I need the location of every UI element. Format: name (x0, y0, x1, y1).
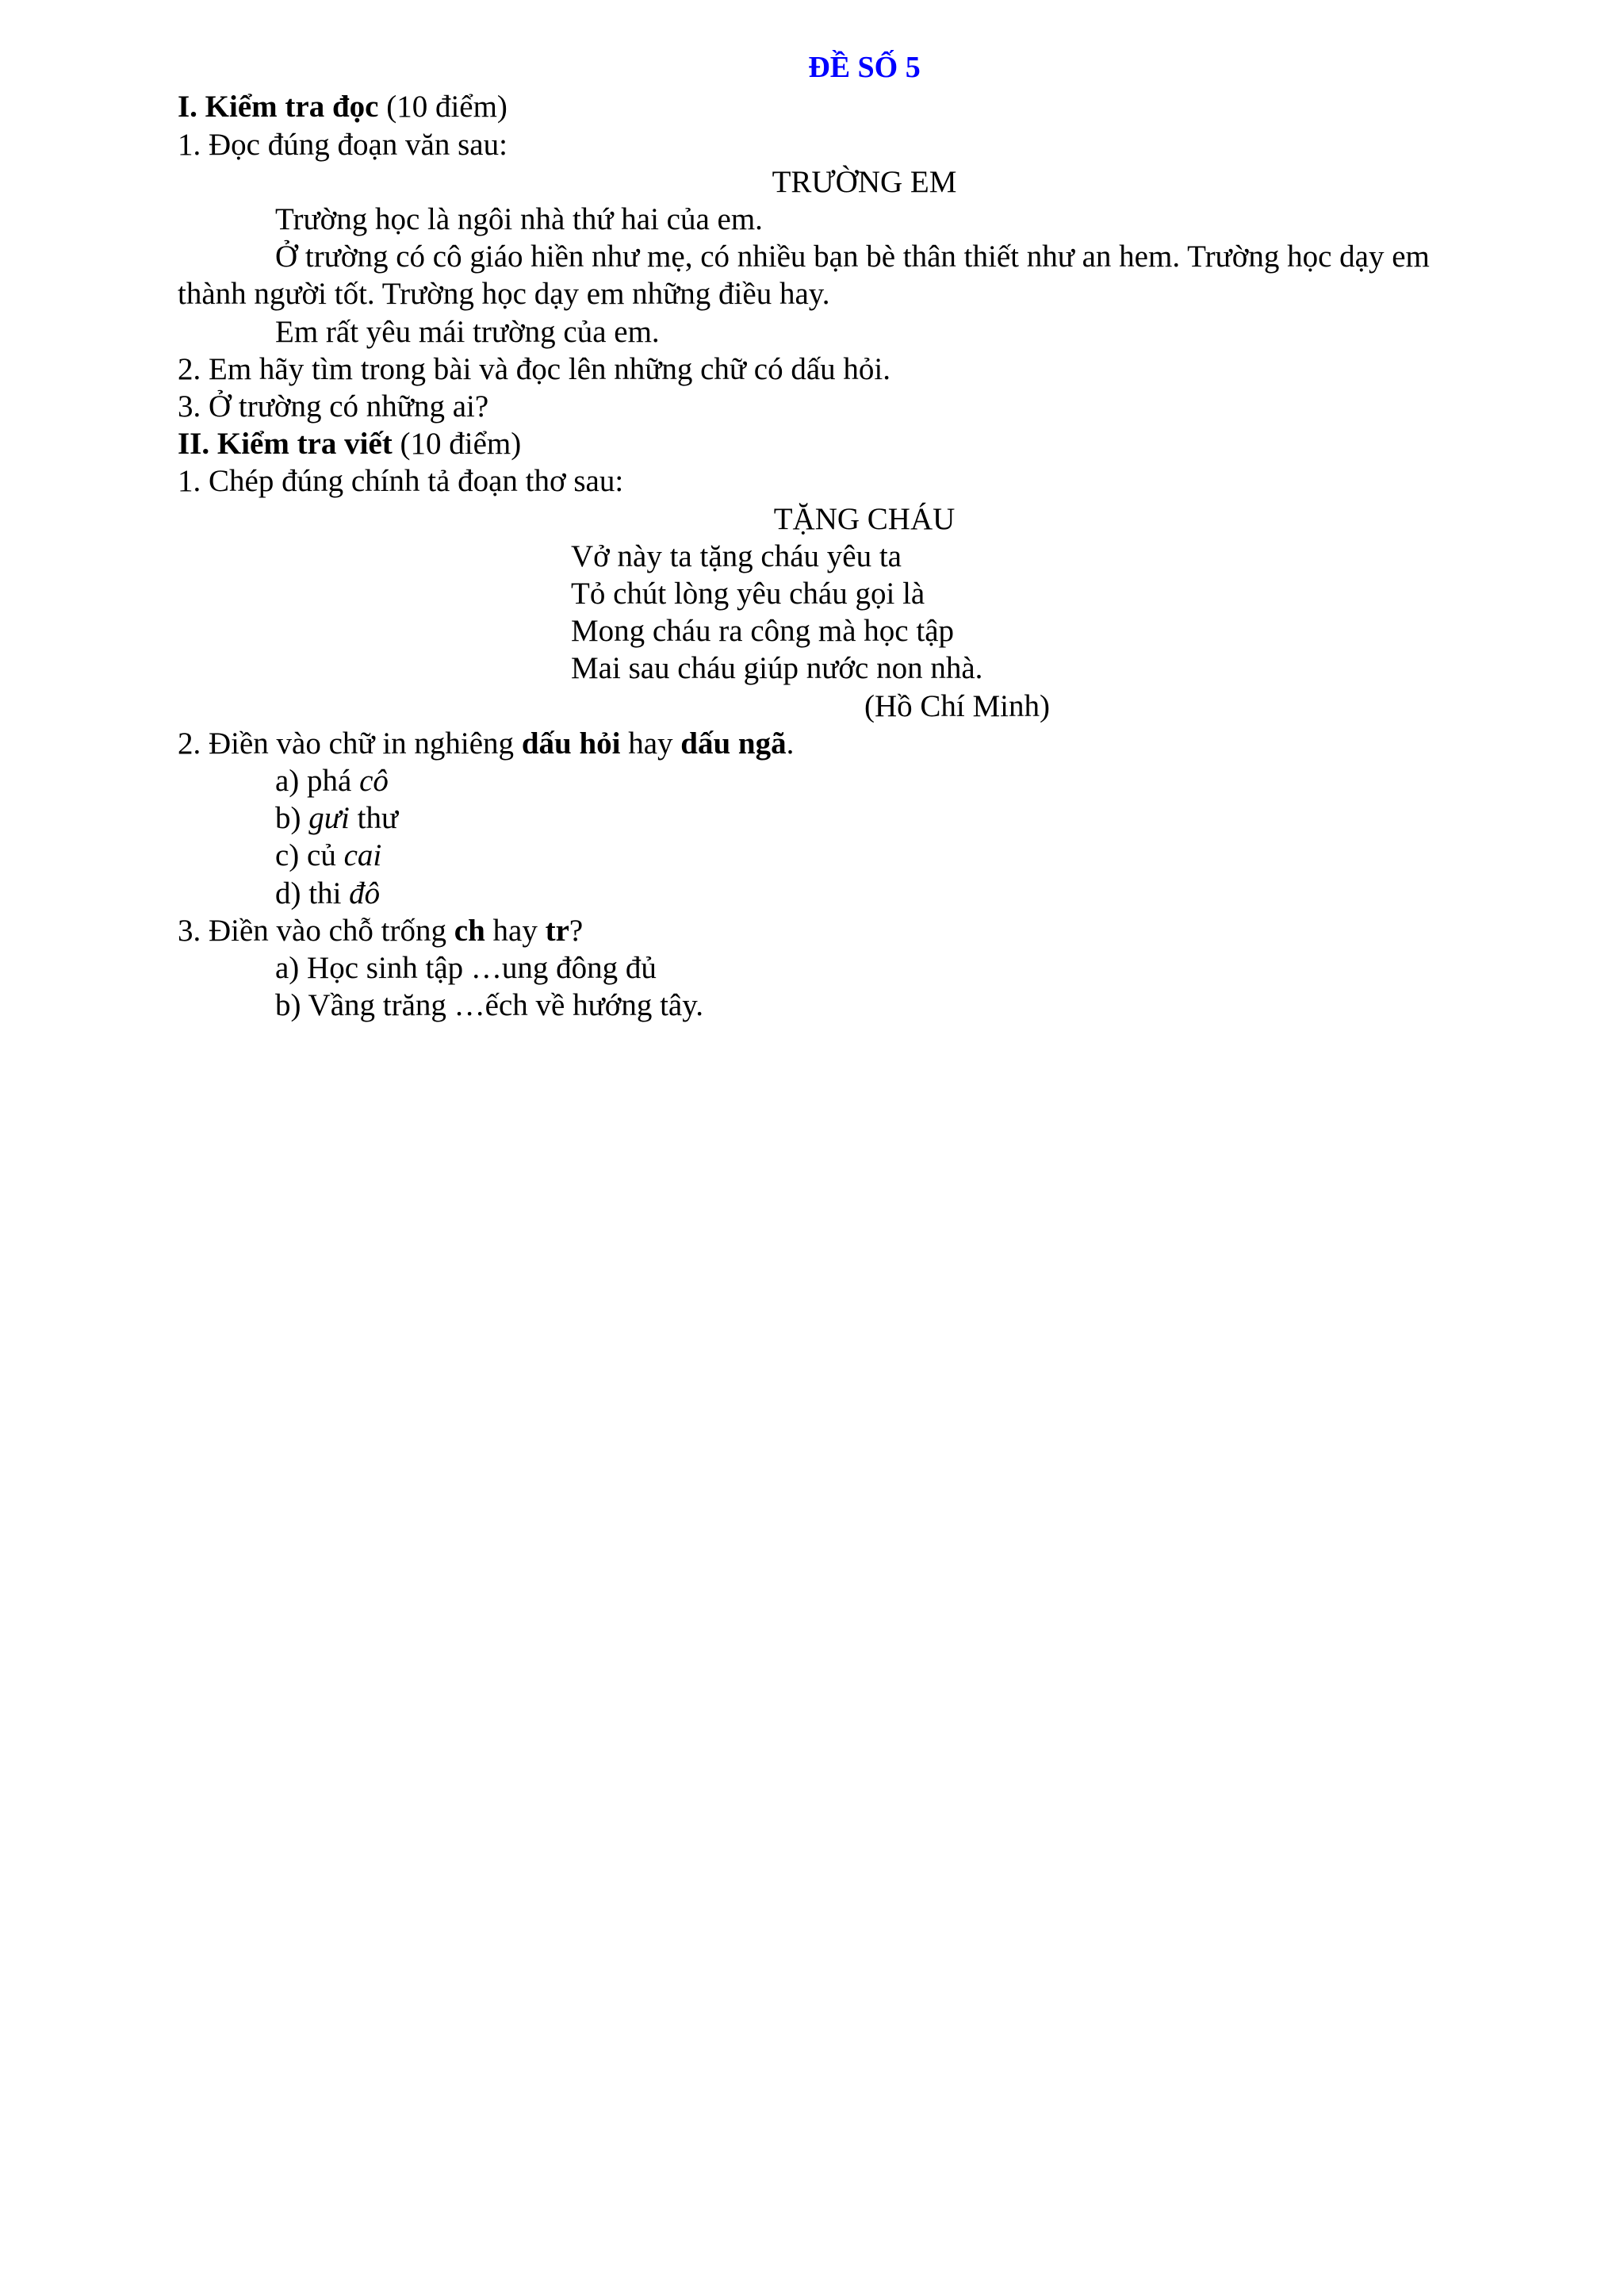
question-3-bold-1: ch (454, 914, 485, 948)
section-2-heading: II. Kiểm tra viết (178, 427, 393, 461)
passage-paragraph-3: Em rất yêu mái trường của em. (275, 315, 660, 349)
question-3-item-a: a) Học sinh tập …ung đông đủ (275, 951, 657, 985)
question-3-suffix: ? (569, 914, 584, 948)
section-2-question-1: 1. Chép đúng chính tả đoạn thơ sau: (178, 464, 624, 498)
section-1-points: (10 điểm) (378, 90, 508, 124)
section-1-question-1: 1. Đọc đúng đoạn văn sau: (178, 128, 508, 162)
question-3-prefix: 3. Điền vào chỗ trống (178, 914, 454, 948)
section-1-heading-line (178, 91, 508, 122)
section-2-heading-line (178, 428, 521, 459)
item-italic-word: cô (359, 764, 389, 798)
item-prefix: b) (275, 801, 309, 835)
item-suffix: thư (349, 801, 399, 835)
question-2-item-d (275, 878, 380, 909)
item-italic-word: cai (343, 838, 382, 872)
section-1-question-2: 2. Em hãy tìm trong bài và đọc lên những chữ có dấu hỏi. (178, 352, 891, 386)
poem-line: Vở này ta tặng cháu yêu ta (571, 539, 902, 573)
question-2-item-c (275, 840, 381, 871)
item-italic-word: gưi (308, 801, 350, 835)
passage-title: TRƯỜNG EM (772, 165, 957, 199)
poem-title: TẶNG CHÁU (773, 502, 956, 536)
item-prefix: a) phá (275, 764, 360, 798)
question-3-mid: hay (485, 914, 546, 948)
passage-paragraph-2a: Ở trường có cô giáo hiền như mẹ, có nhiều bạn bè thân thiết như an hem. Trường học dạy em (275, 240, 1430, 274)
section-2-points: (10 điểm) (392, 427, 522, 461)
question-3-item-b: b) Vầng trăng …ếch về hướng tây. (275, 988, 703, 1022)
passage-paragraph-1: Trường học là ngôi nhà thứ hai của em. (275, 202, 763, 236)
question-2-suffix: . (786, 726, 795, 761)
section-2-question-2 (178, 728, 794, 759)
question-3-bold-2: tr (545, 914, 569, 948)
question-2-item-a (275, 765, 389, 796)
section-2-question-3 (178, 915, 583, 946)
item-prefix: d) thi (275, 876, 350, 910)
passage-paragraph-2b: thành người tốt. Trường học dạy em những điều hay. (178, 277, 830, 311)
poem-line: Tỏ chút lòng yêu cháu gọi là (571, 577, 925, 611)
question-2-prefix: 2. Điền vào chữ in nghiêng (178, 726, 522, 761)
question-2-mid: hay (620, 726, 681, 761)
section-1-heading: I. Kiểm tra đọc (178, 90, 379, 124)
question-2-bold-1: dấu hỏi (521, 726, 621, 761)
question-2-item-b (275, 803, 398, 834)
exam-title: ĐỀ SỐ 5 (808, 51, 921, 84)
poem-line: Mong cháu ra công mà học tập (571, 614, 955, 648)
question-2-bold-2: dấu ngã (680, 726, 787, 761)
item-prefix: c) củ (275, 838, 344, 872)
section-1-question-3: 3. Ở trường có những ai? (178, 389, 489, 424)
poem-author: (Hồ Chí Minh) (864, 689, 1050, 723)
item-italic-word: đô (349, 876, 381, 910)
poem-line: Mai sau cháu giúp nước non nhà. (571, 651, 983, 685)
